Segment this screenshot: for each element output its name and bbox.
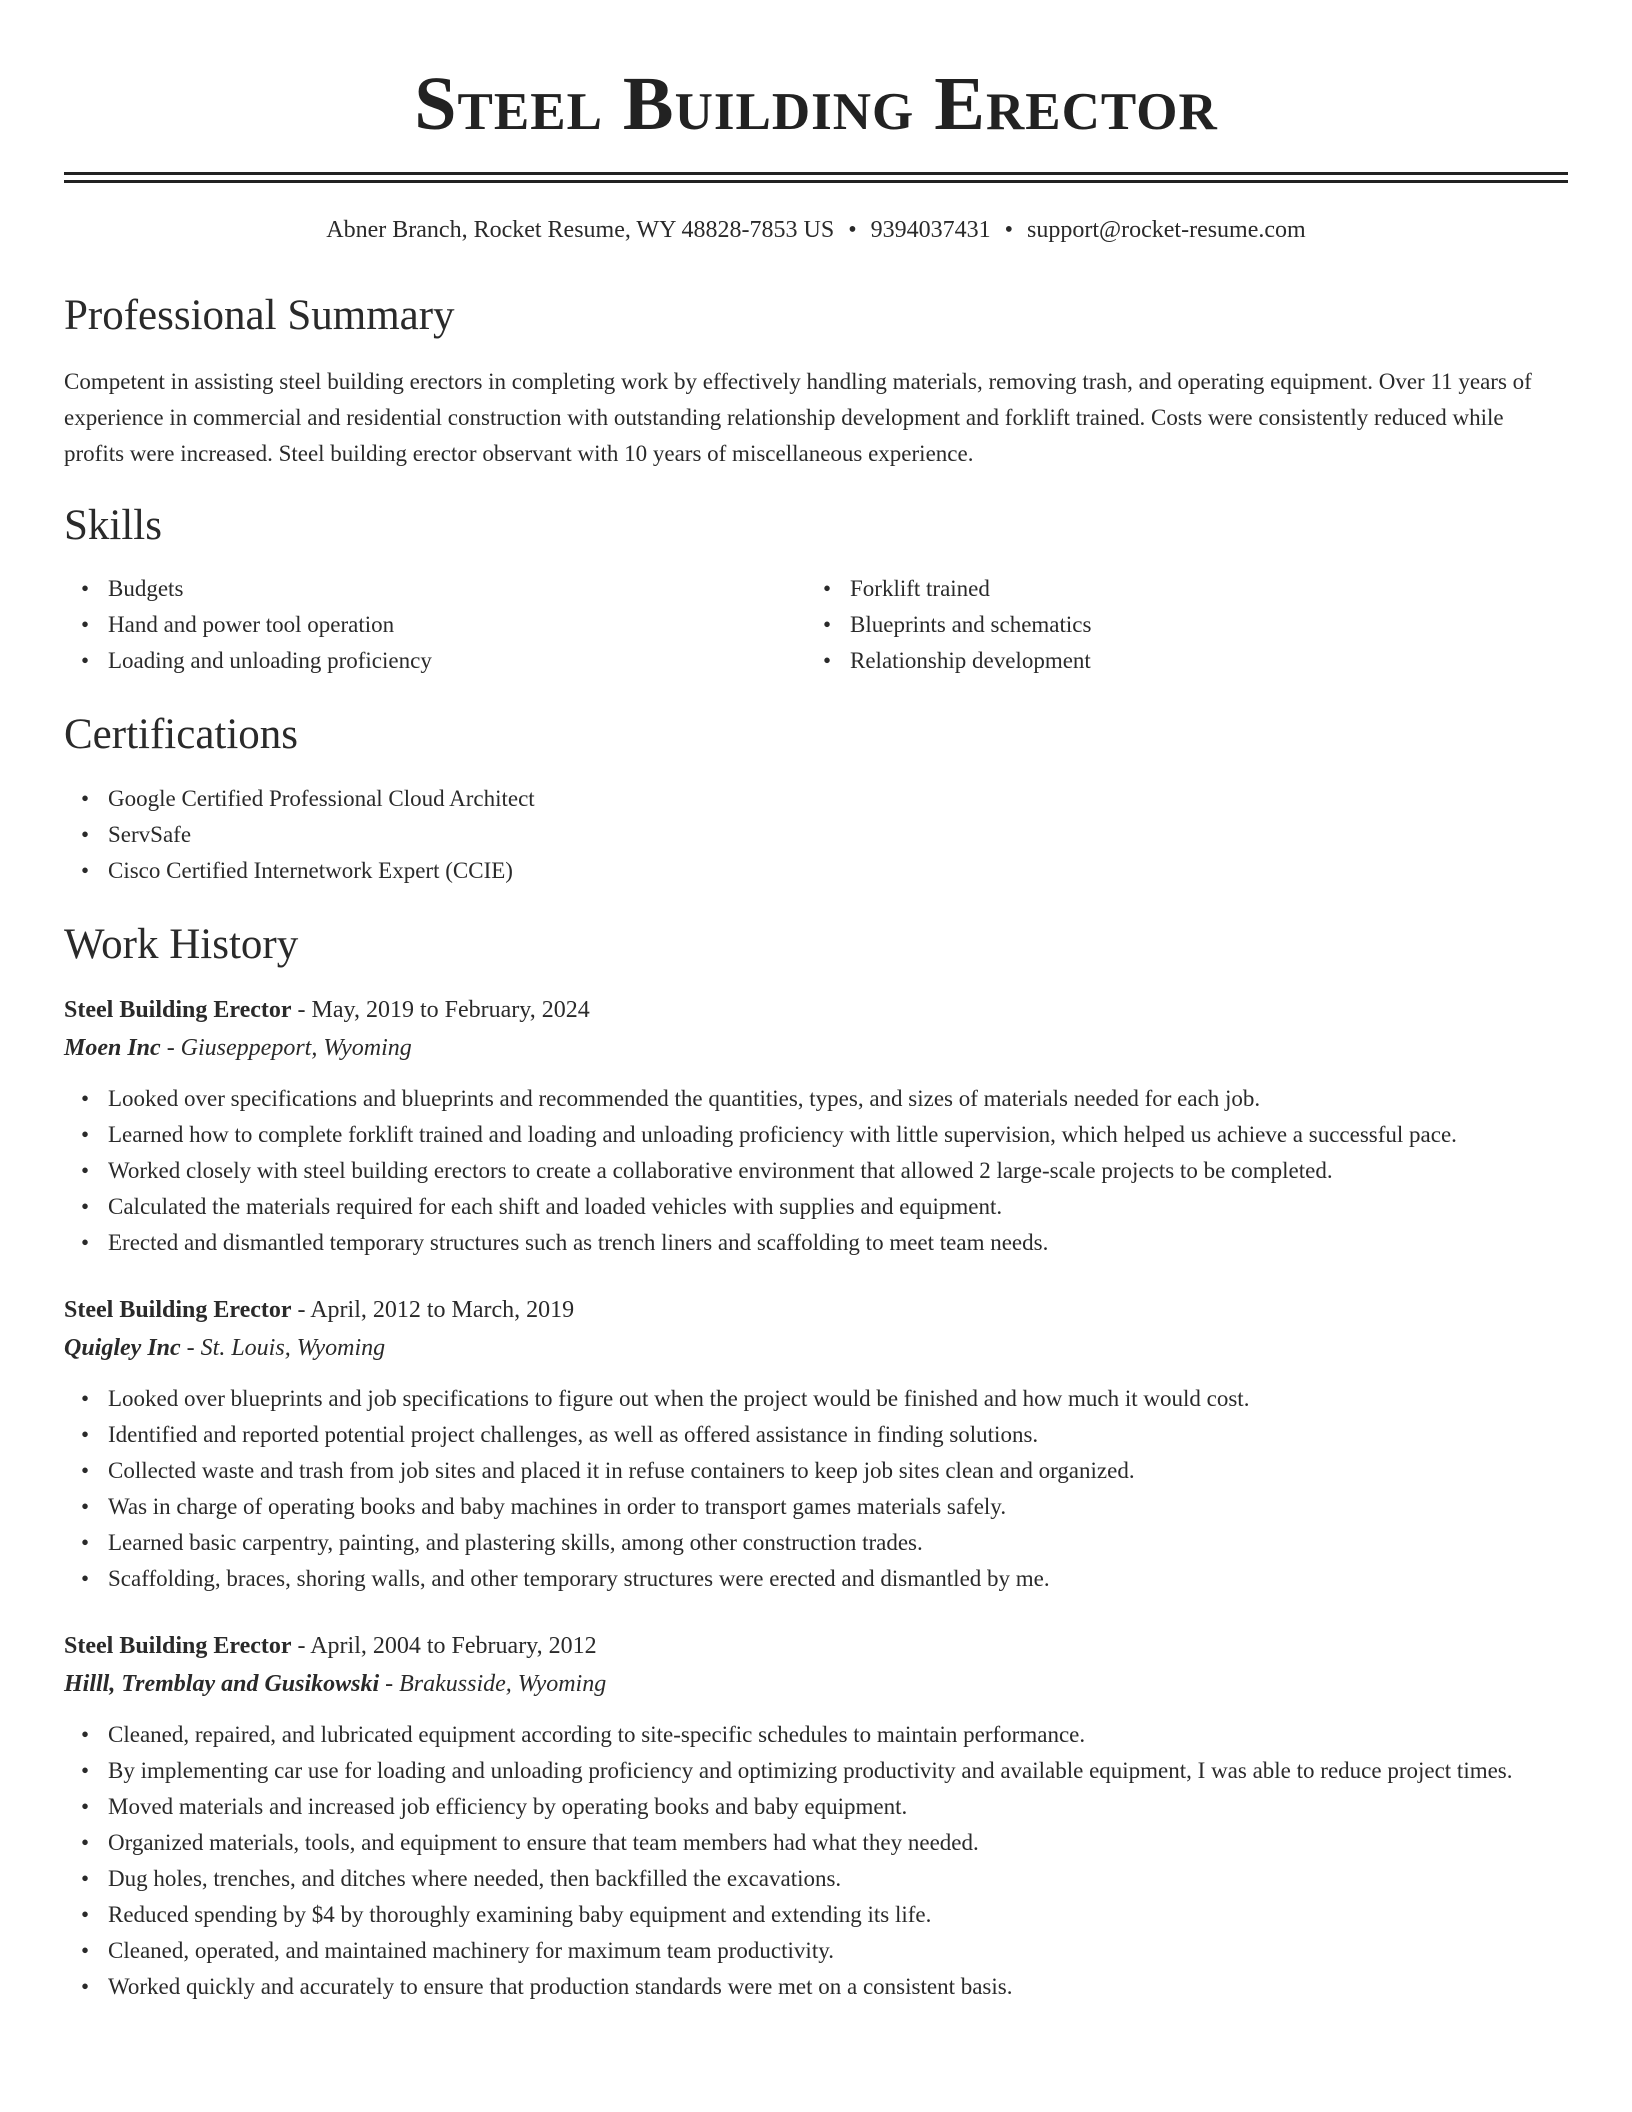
section-heading-skills: Skills [64, 501, 162, 549]
job-dates: - April, 2012 to March, 2019 [291, 1296, 575, 1323]
job-entry [64, 1291, 1568, 1597]
job-title: Steel Building Erector [64, 1296, 292, 1323]
job-bullet-text: Organized materials, tools, and equipment to ensure that team members had what they needed. [108, 1829, 979, 1855]
job-company: Moen Inc [64, 1034, 161, 1061]
job-title: Steel Building Erector [64, 996, 292, 1023]
bullet-icon: • [81, 1901, 90, 1927]
job-bullet-item [64, 1753, 1568, 1789]
section-heading-summary: Professional Summary [64, 292, 455, 340]
resume-title: Steel Building Erector [414, 62, 1218, 146]
bullet-icon: • [81, 612, 90, 638]
job-bullet-text: Cleaned, operated, and maintained machinery for maximum team productivity. [108, 1937, 834, 1963]
work-history-section [64, 919, 1568, 2005]
job-location: - Giuseppeport, Wyoming [160, 1034, 412, 1061]
job-bullet-item [64, 1897, 1568, 1933]
skill-label: Forklift trained [850, 576, 990, 602]
contact-address: Abner Branch, Rocket Resume, WY 48828-7853 US [326, 217, 835, 243]
job-bullet-text: Scaffolding, braces, shoring walls, and other temporary structures were erected and dismantled by me. [108, 1565, 1050, 1591]
job-bullet-text: Worked quickly and accurately to ensure that production standards were met on a consistent basis. [108, 1973, 1013, 1999]
bullet-icon: • [81, 1529, 90, 1555]
job-bullet-text: Looked over blueprints and job specifications to figure out when the project would be finished and how much it would cost. [108, 1385, 1250, 1411]
job-title: Steel Building Erector [64, 1632, 292, 1659]
job-bullet-text: Worked closely with steel building erectors to create a collaborative environment that allowed 2 large-scale projects to be completed. [108, 1157, 1333, 1183]
job-bullet-item [64, 1453, 1568, 1489]
job-location: - St. Louis, Wyoming [180, 1334, 386, 1361]
bullet-icon: • [81, 1193, 90, 1219]
contact-line [64, 215, 1568, 246]
job-bullet-item [64, 1189, 1568, 1225]
job-bullets [64, 1381, 1568, 1597]
certification-label: ServSafe [108, 821, 192, 847]
job-dates: - May, 2019 to February, 2024 [291, 996, 590, 1023]
bullet-icon: • [823, 648, 832, 674]
job-bullet-text: By implementing car use for loading and unloading proficiency and optimizing productivity and available equipment, I was able to reduce project times. [108, 1757, 1513, 1783]
job-bullet-item [64, 1153, 1568, 1189]
bullet-icon: • [81, 1385, 90, 1411]
job-bullet-item [64, 1225, 1568, 1261]
job-entry [64, 1627, 1568, 2005]
bullet-icon: • [81, 1865, 90, 1891]
certification-item [64, 817, 1568, 853]
bullet-icon: • [81, 1937, 90, 1963]
job-bullet-item [64, 1825, 1568, 1861]
bullet-icon: • [81, 1229, 90, 1255]
double-rule-divider [64, 172, 1568, 183]
job-company-line [64, 1329, 1568, 1367]
bullet-icon: • [81, 648, 90, 674]
skills-list-right [806, 571, 1548, 679]
certification-item [64, 853, 1568, 889]
job-bullet-item [64, 1789, 1568, 1825]
section-heading-work-history: Work History [64, 920, 299, 968]
job-title-line [64, 1627, 1568, 1665]
job-bullets [64, 1081, 1568, 1261]
job-bullet-text: Dug holes, trenches, and ditches where needed, then backfilled the excavations. [108, 1865, 842, 1891]
bullet-icon: • [81, 1829, 90, 1855]
contact-separator: • [1004, 217, 1014, 243]
bullet-icon: • [81, 1157, 90, 1183]
job-bullet-item [64, 1861, 1568, 1897]
certifications-section [64, 709, 1568, 889]
job-company: Quigley Inc [64, 1334, 181, 1361]
section-heading-certifications: Certifications [64, 711, 299, 759]
job-bullet-text: Learned basic carpentry, painting, and plastering skills, among other construction trades. [108, 1529, 923, 1555]
job-bullet-item [64, 1717, 1568, 1753]
bullet-icon: • [81, 1493, 90, 1519]
bullet-icon: • [823, 576, 832, 602]
job-bullet-item [64, 1933, 1568, 1969]
skills-section [64, 500, 1568, 680]
job-entry [64, 991, 1568, 1261]
bullet-icon: • [81, 1457, 90, 1483]
skill-item [806, 571, 1548, 607]
summary-section [64, 290, 1568, 472]
bullet-icon: • [81, 1793, 90, 1819]
skill-label: Loading and unloading proficiency [108, 648, 432, 674]
job-bullet-item [64, 1969, 1568, 2005]
job-bullet-text: Was in charge of operating books and baby machines in order to transport games materials safely. [108, 1493, 1007, 1519]
job-bullets [64, 1717, 1568, 2005]
skills-grid [64, 571, 1568, 679]
skills-list-left [64, 571, 806, 679]
bullet-icon: • [81, 857, 90, 883]
certification-label: Google Certified Professional Cloud Architect [108, 785, 535, 811]
bullet-icon: • [81, 1973, 90, 1999]
job-title-line [64, 1291, 1568, 1329]
bullet-icon: • [81, 1757, 90, 1783]
skill-label: Hand and power tool operation [108, 612, 395, 638]
contact-separator: • [848, 217, 857, 243]
job-company-line [64, 1029, 1568, 1067]
job-bullet-item [64, 1081, 1568, 1117]
job-bullet-text: Erected and dismantled temporary structures such as trench liners and scaffolding to meet team needs. [108, 1229, 1049, 1255]
job-bullet-text: Moved materials and increased job efficiency by operating books and baby equipment. [108, 1793, 908, 1819]
bullet-icon: • [81, 1085, 90, 1111]
job-bullet-text: Reduced spending by $4 by thoroughly examining baby equipment and extending its life. [108, 1901, 932, 1927]
job-bullet-item [64, 1525, 1568, 1561]
skill-label: Blueprints and schematics [850, 612, 1092, 638]
certifications-list [64, 781, 1568, 889]
job-bullet-text: Cleaned, repaired, and lubricated equipment according to site-specific schedules to maintain performance. [108, 1721, 1086, 1747]
job-bullet-text: Calculated the materials required for each shift and loaded vehicles with supplies and equipment. [108, 1193, 1003, 1219]
bullet-icon: • [81, 576, 90, 602]
contact-email: support@rocket-resume.com [1027, 217, 1306, 243]
job-bullet-item [64, 1381, 1568, 1417]
job-company-line [64, 1665, 1568, 1703]
certification-item [64, 781, 1568, 817]
skill-label: Relationship development [850, 648, 1091, 674]
job-location: - Brakusside, Wyoming [379, 1670, 607, 1697]
job-bullet-item [64, 1417, 1568, 1453]
bullet-icon: • [81, 1121, 90, 1147]
bullet-icon: • [823, 612, 832, 638]
job-company: Hilll, Tremblay and Gusikowski [64, 1670, 380, 1697]
job-bullet-text: Looked over specifications and blueprints and recommended the quantities, types, and sizes of materials needed for each job. [108, 1085, 1261, 1111]
job-bullet-item [64, 1489, 1568, 1525]
job-bullet-item [64, 1117, 1568, 1153]
skill-label: Budgets [108, 576, 184, 602]
bullet-icon: • [81, 785, 90, 811]
skill-item [64, 607, 806, 643]
contact-phone: 9394037431 [870, 217, 991, 243]
skill-item [806, 643, 1548, 679]
summary-text: Competent in assisting steel building erectors in completing work by effectively handling materials, removing trash, and operating equipment. Over 11 years of experience in commercial and residential construction with outstanding relationship development and forklift trained. Costs were consistently reduced while profits were increased. Steel building erector observant with 10 years of miscellaneous experience. [64, 368, 1532, 466]
bullet-icon: • [81, 821, 90, 847]
job-bullet-text: Identified and reported potential project challenges, as well as offered assistance in finding solutions. [108, 1421, 1039, 1447]
job-title-line [64, 991, 1568, 1029]
job-bullet-text: Learned how to complete forklift trained and loading and unloading proficiency with little supervision, which helped us achieve a successful pace. [108, 1121, 1457, 1147]
bullet-icon: • [81, 1565, 90, 1591]
job-dates: - April, 2004 to February, 2012 [291, 1632, 597, 1659]
job-bullet-text: Collected waste and trash from job sites and placed it in refuse containers to keep job sites clean and organized. [108, 1457, 1135, 1483]
job-bullet-item [64, 1561, 1568, 1597]
skill-item [64, 643, 806, 679]
skill-item [64, 571, 806, 607]
certification-label: Cisco Certified Internetwork Expert (CCIE) [108, 857, 513, 883]
skill-item [806, 607, 1548, 643]
bullet-icon: • [81, 1421, 90, 1447]
bullet-icon: • [81, 1721, 90, 1747]
